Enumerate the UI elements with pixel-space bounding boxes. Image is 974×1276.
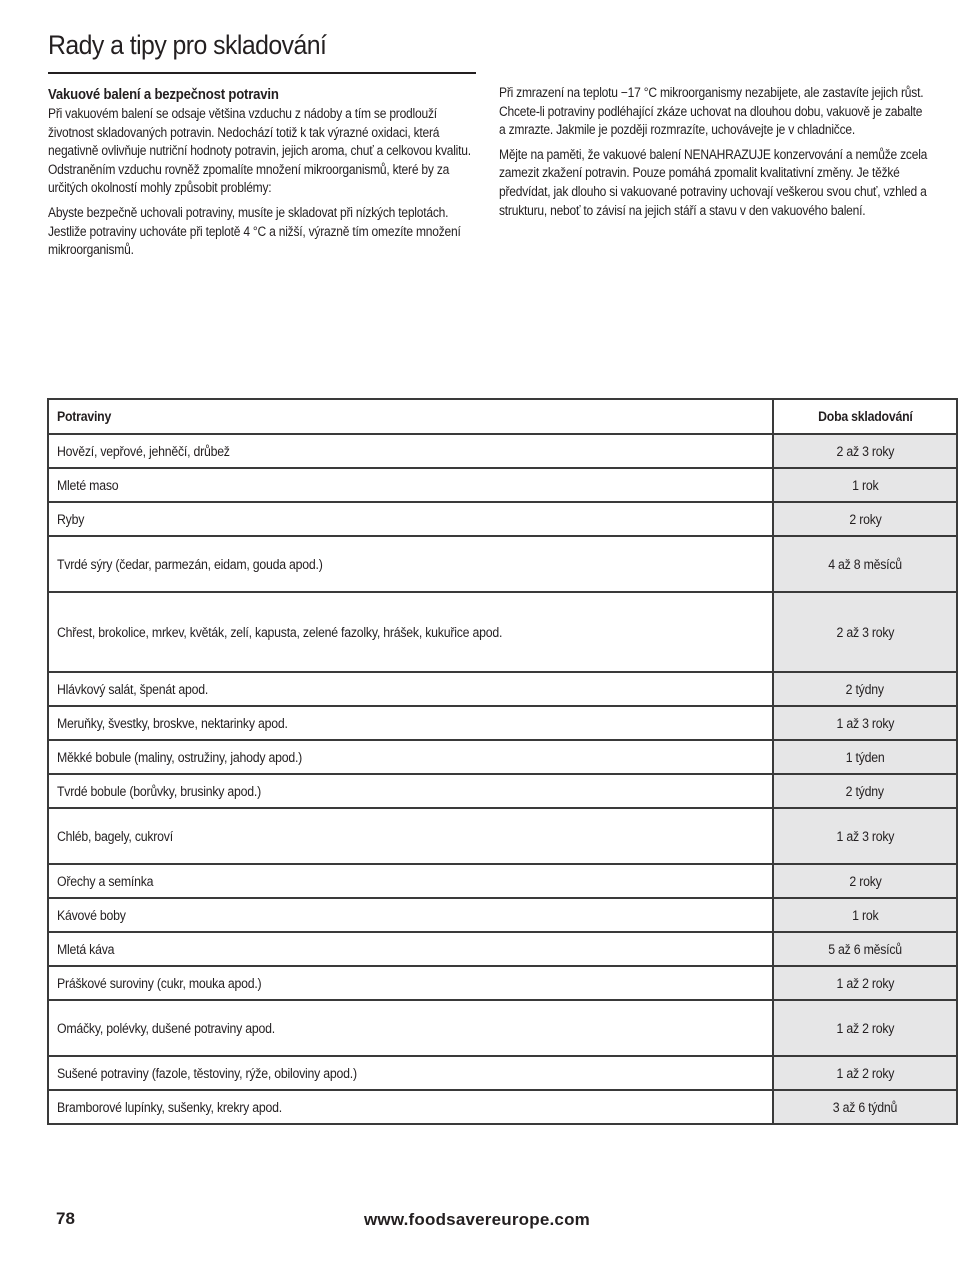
food-label: Omáčky, polévky, dušené potraviny apod. bbox=[57, 1020, 275, 1036]
intro-paragraph: Při vakuovém balení se odsaje většina vzduchu z nádoby a tím se prodlouží životnost skladovaných potravin. Nedochází totiž k tak výrazné oxidaci, která negativně ovlivňuje nutriční hodnoty potravin, jejich aroma, chuť a celkovou kvalitu. Odstraněním vzduchu rovněž zpomalíte množení mikroorganismů, které by za určitých okolností mohly způsobit problémy: bbox=[48, 106, 471, 196]
food-label: Tvrdé bobule (borůvky, brusinky apod.) bbox=[57, 783, 261, 799]
table-row bbox=[48, 864, 957, 898]
column-header-storage-time bbox=[773, 399, 957, 434]
storage-time-cell bbox=[773, 774, 957, 808]
storage-time-cell bbox=[773, 898, 957, 932]
food-label: Ořechy a semínka bbox=[57, 873, 154, 889]
table-row bbox=[48, 468, 957, 502]
title-rule bbox=[48, 72, 476, 74]
freezing-paragraph: Při zmrazení na teplotu −17 °C mikroorganismy nezabijete, ale zastavíte jejich růst. Chcete-li potraviny podléhající zkáze uchovat na dlouhou dobu, vakuově je zabalte a zmrazte. Jakmile je později rozmrazíte, uchovávejte je v chladničce. bbox=[499, 85, 924, 138]
table-row bbox=[48, 1000, 957, 1056]
food-label: Meruňky, švestky, broskve, nektarinky apod. bbox=[57, 715, 288, 731]
storage-time-label: 1 rok bbox=[851, 477, 879, 493]
right-column bbox=[499, 84, 929, 226]
food-cell bbox=[48, 774, 773, 808]
storage-time-label: 3 až 6 týdnů bbox=[832, 1099, 898, 1115]
table-row bbox=[48, 536, 957, 592]
food-cell bbox=[48, 672, 773, 706]
food-cell bbox=[48, 966, 773, 1000]
storage-time-cell bbox=[773, 536, 957, 592]
storage-time-table bbox=[47, 398, 958, 1125]
food-label: Měkké bobule (maliny, ostružiny, jahody apod.) bbox=[57, 749, 303, 765]
storage-time-label: 2 roky bbox=[848, 511, 882, 527]
storage-time-label: 2 roky bbox=[848, 873, 882, 889]
food-cell bbox=[48, 536, 773, 592]
food-label: Hovězí, vepřové, jehněčí, drůbež bbox=[57, 443, 230, 459]
table-row bbox=[48, 966, 957, 1000]
food-label: Sušené potraviny (fazole, těstoviny, rýže, obiloviny apod.) bbox=[57, 1065, 357, 1081]
food-cell bbox=[48, 1056, 773, 1090]
table-row bbox=[48, 1056, 957, 1090]
page-title: Rady a tipy pro skladování bbox=[48, 30, 327, 60]
table-row bbox=[48, 898, 957, 932]
food-label: Práškové suroviny (cukr, mouka apod.) bbox=[57, 975, 262, 991]
table-row bbox=[48, 808, 957, 864]
storage-time-cell bbox=[773, 864, 957, 898]
storage-time-label: 5 až 6 měsíců bbox=[828, 941, 902, 957]
food-label: Tvrdé sýry (čedar, parmezán, eidam, gouda apod.) bbox=[57, 556, 323, 572]
storage-time-cell bbox=[773, 932, 957, 966]
food-cell bbox=[48, 502, 773, 536]
food-label: Mleté maso bbox=[57, 477, 119, 493]
table-row bbox=[48, 932, 957, 966]
food-cell bbox=[48, 592, 773, 672]
table-header-row bbox=[48, 399, 957, 434]
column-header-food-label: Potraviny bbox=[57, 409, 112, 424]
low-temperature-paragraph: Abyste bezpečně uchovali potraviny, musíte je skladovat při nízkých teplotách. Jestliže potraviny uchováte při teplotě 4 °C a nižší, výrazně tím omezíte množení mikroorganismů. bbox=[48, 204, 461, 258]
storage-time-cell bbox=[773, 1056, 957, 1090]
food-cell bbox=[48, 1000, 773, 1056]
table-row bbox=[48, 740, 957, 774]
food-label: Hlávkový salát, špenát apod. bbox=[57, 681, 209, 697]
food-cell bbox=[48, 468, 773, 502]
storage-time-label: 1 týden bbox=[845, 749, 885, 765]
table-row bbox=[48, 434, 957, 468]
food-cell bbox=[48, 808, 773, 864]
storage-time-label: 1 až 3 roky bbox=[836, 715, 894, 731]
food-cell bbox=[48, 706, 773, 740]
storage-time-label: 2 týdny bbox=[845, 681, 885, 697]
storage-time-cell bbox=[773, 672, 957, 706]
left-column bbox=[48, 86, 478, 266]
storage-time-cell bbox=[773, 468, 957, 502]
food-cell bbox=[48, 434, 773, 468]
storage-time-label: 2 až 3 roky bbox=[836, 443, 894, 459]
food-cell bbox=[48, 932, 773, 966]
food-cell bbox=[48, 898, 773, 932]
food-cell bbox=[48, 864, 773, 898]
food-label: Bramborové lupínky, sušenky, krekry apod. bbox=[57, 1099, 282, 1115]
storage-time-label: 2 až 3 roky bbox=[836, 624, 894, 640]
food-label: Ryby bbox=[57, 511, 85, 527]
section-heading: Vakuové balení a bezpečnost potravin bbox=[48, 87, 279, 103]
storage-time-cell bbox=[773, 808, 957, 864]
storage-time-cell bbox=[773, 706, 957, 740]
table-row bbox=[48, 502, 957, 536]
food-label: Chřest, brokolice, mrkev, květák, zelí, kapusta, zelené fazolky, hrášek, kukuřice apod. bbox=[57, 624, 503, 640]
website-link[interactable]: www.foodsavereurope.com bbox=[364, 1210, 590, 1229]
food-cell bbox=[48, 1090, 773, 1124]
page-number: 78 bbox=[56, 1209, 75, 1228]
storage-time-label: 1 rok bbox=[851, 907, 879, 923]
column-header-storage-time-label: Doba skladování bbox=[817, 409, 913, 424]
table-row bbox=[48, 672, 957, 706]
storage-time-cell bbox=[773, 1000, 957, 1056]
table-row bbox=[48, 706, 957, 740]
table-row bbox=[48, 774, 957, 808]
storage-time-cell bbox=[773, 592, 957, 672]
storage-time-label: 1 až 2 roky bbox=[836, 975, 894, 991]
table-row bbox=[48, 592, 957, 672]
food-cell bbox=[48, 740, 773, 774]
storage-time-label: 1 až 2 roky bbox=[836, 1065, 894, 1081]
food-label: Kávové boby bbox=[57, 907, 126, 923]
storage-time-cell bbox=[773, 740, 957, 774]
food-label: Chléb, bagely, cukroví bbox=[57, 828, 173, 844]
column-header-food bbox=[48, 399, 773, 434]
storage-time-cell bbox=[773, 502, 957, 536]
food-label: Mletá káva bbox=[57, 941, 115, 957]
storage-time-cell bbox=[773, 434, 957, 468]
warning-paragraph: Mějte na paměti, že vakuové balení NENAHRAZUJE konzervování a nemůže zcela zamezit zkažení potravin. Pouze pomáhá zpomalit kvalitativní změny. Je těžké předvídat, jak dlouho si vakuované potraviny uchovají veškerou svou chuť, vzhled a strukturu, neboť to závisí na jejich stáří a stavu v den vakuového balení. bbox=[499, 146, 928, 218]
storage-time-label: 1 až 3 roky bbox=[836, 828, 894, 844]
storage-time-cell bbox=[773, 1090, 957, 1124]
storage-time-label: 1 až 2 roky bbox=[836, 1020, 894, 1036]
storage-time-cell bbox=[773, 966, 957, 1000]
storage-time-label: 2 týdny bbox=[845, 783, 885, 799]
table-row bbox=[48, 1090, 957, 1124]
storage-time-label: 4 až 8 měsíců bbox=[828, 556, 902, 572]
